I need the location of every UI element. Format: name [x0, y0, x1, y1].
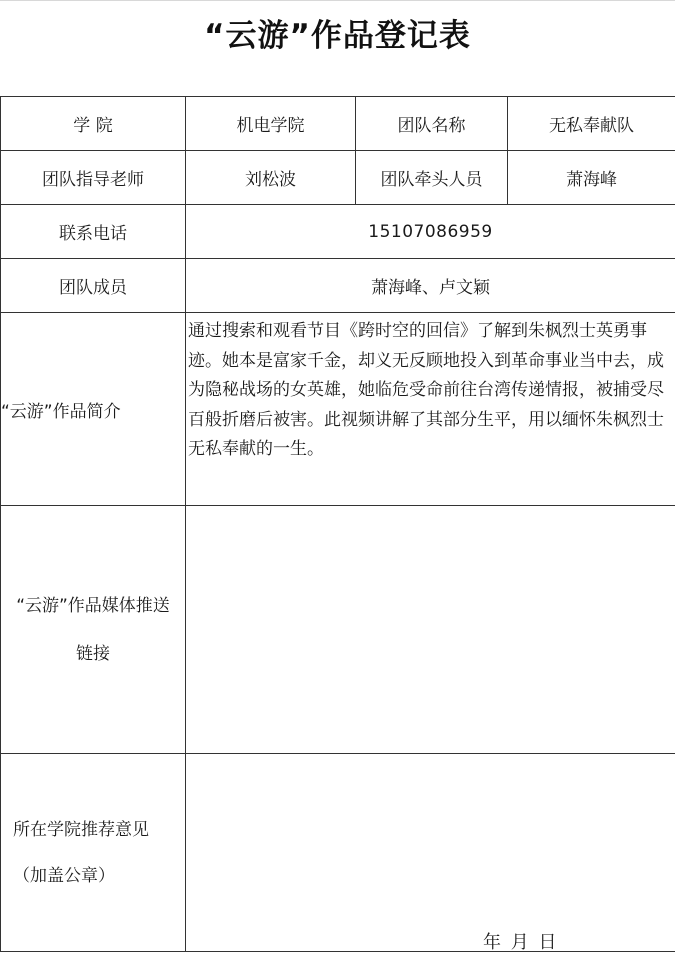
media-label: [1, 506, 186, 754]
recommend-label-line2: （加盖公章）: [13, 865, 115, 886]
phone-value[interactable]: 15107086959: [186, 205, 675, 259]
recommend-label-line1: 所在学院推荐意见: [13, 819, 149, 840]
phone-label: 联系电话: [1, 205, 186, 259]
media-label-line2: 链接: [76, 643, 110, 664]
team-name-label: 团队名称: [356, 97, 508, 151]
row-media: [1, 506, 675, 754]
row-college: [1, 97, 675, 151]
row-advisor: [1, 151, 675, 205]
page-title: “云游”作品登记表: [204, 18, 471, 54]
row-phone: [1, 205, 675, 259]
college-value[interactable]: 机电学院: [186, 97, 356, 151]
top-divider: [0, 0, 675, 1]
intro-value[interactable]: 通过搜索和观看节目《跨时空的回信》了解到朱枫烈士英勇事迹。她本是富家千金，却义无反顾地投入到革命事业当中去，成为隐秘战场的女英雄，她临危受命前往台湾传递情报，被捕受尽百般折磨后被害。此视频讲解了其部分生平，用以缅怀朱枫烈士无私奉献的一生。: [186, 313, 675, 506]
media-label-line1: “云游”作品媒体推送: [16, 595, 170, 616]
recommend-label: [1, 754, 186, 952]
college-label: 学 院: [1, 97, 186, 151]
leader-value[interactable]: 萧海峰: [508, 151, 675, 205]
members-label: 团队成员: [1, 259, 186, 313]
advisor-value[interactable]: 刘松波: [186, 151, 356, 205]
recommend-value[interactable]: [186, 754, 675, 952]
advisor-label: 团队指导老师: [1, 151, 186, 205]
date-text: 年 月 日: [483, 932, 559, 952]
members-value[interactable]: 萧海峰、卢文颖: [186, 259, 675, 313]
row-members: [1, 259, 675, 313]
row-intro: [1, 313, 675, 506]
intro-label: “云游”作品简介: [1, 313, 186, 506]
row-recommend: [1, 754, 675, 952]
team-name-value[interactable]: 无私奉献队: [508, 97, 675, 151]
leader-label: 团队牵头人员: [356, 151, 508, 205]
media-value[interactable]: [186, 506, 675, 754]
registration-form-table: [0, 96, 675, 952]
